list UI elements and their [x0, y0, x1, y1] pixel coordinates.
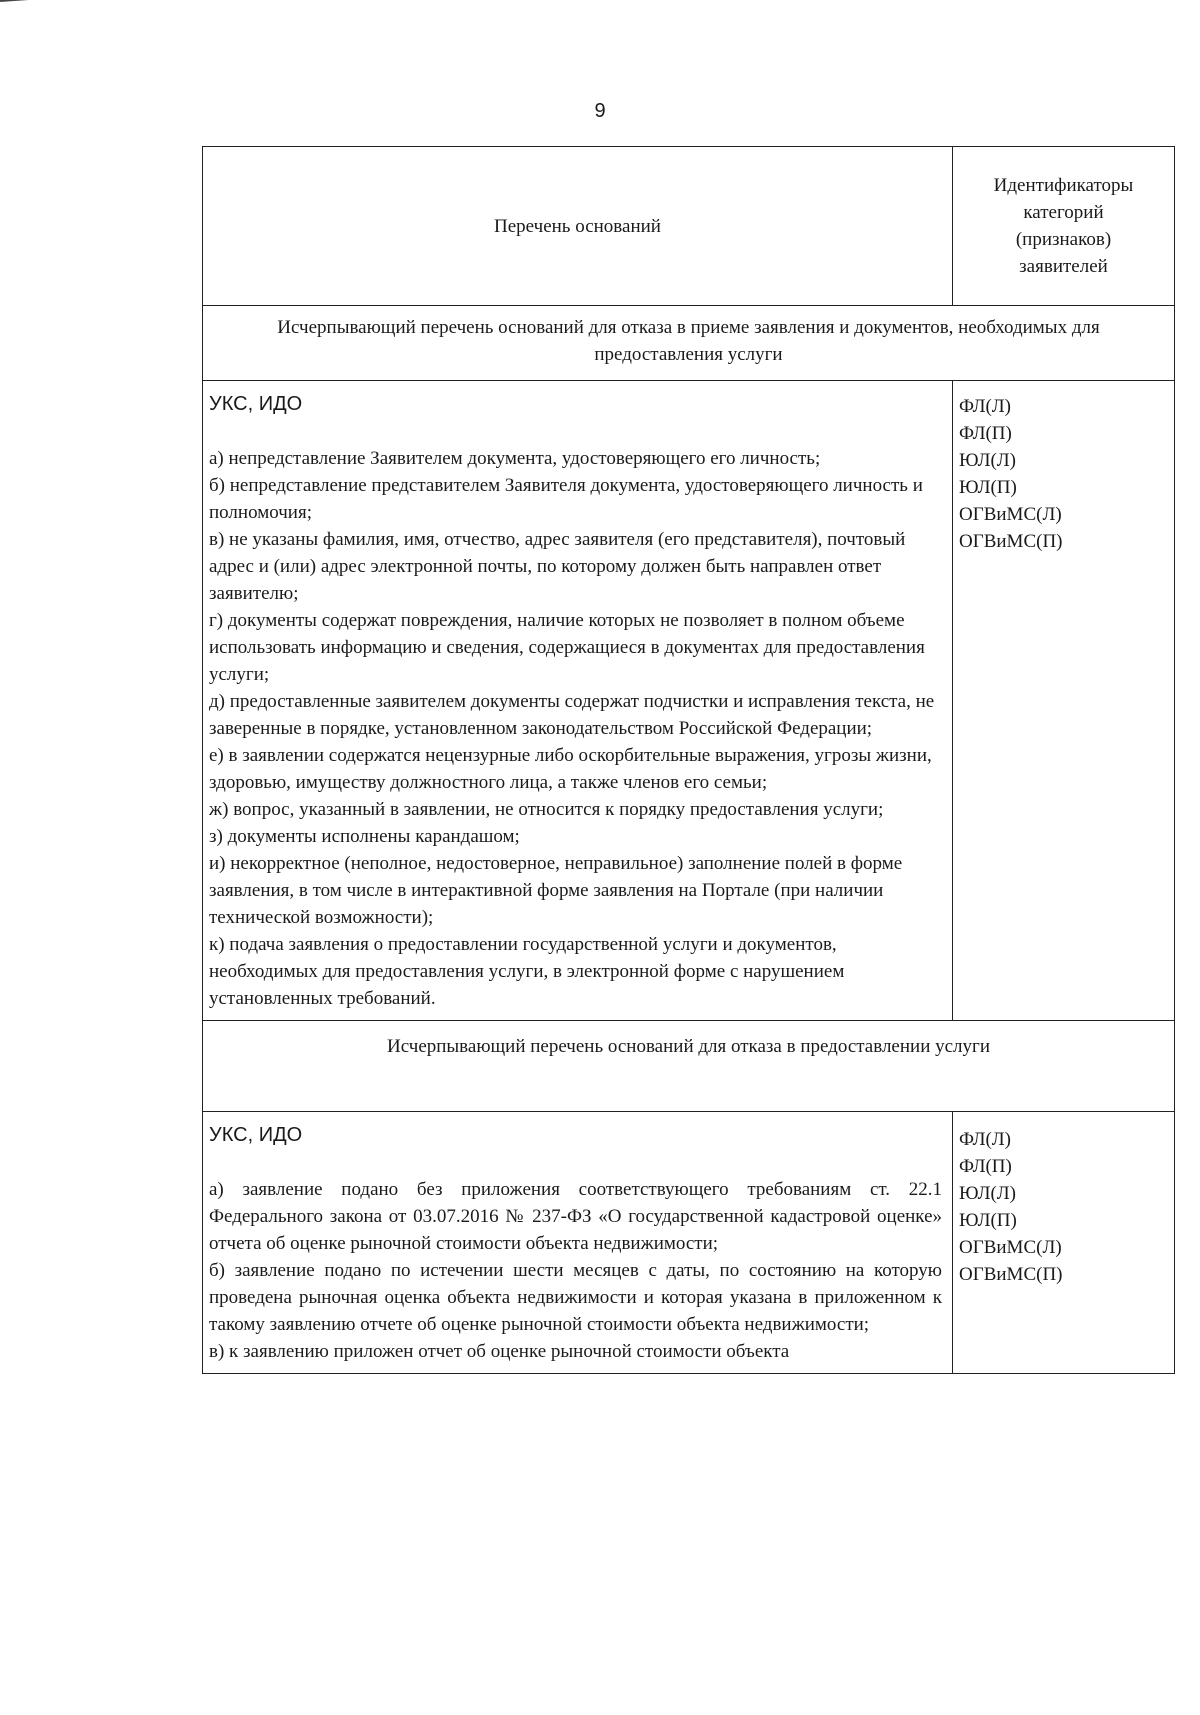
section-content-row — [203, 1112, 1175, 1374]
reasons-cell — [203, 1112, 953, 1374]
identifier-code: ОГВиМС(П) — [959, 531, 1063, 552]
header-identifiers-line: Идентификаторы — [993, 175, 1134, 196]
section-title: Исчерпывающий перечень оснований для отказа в предоставлении услуги — [203, 1021, 1175, 1112]
reason-item: в) не указаны фамилия, имя, отчество, адрес заявителя (его представителя), почтовый адрес и (или) адрес электронной почты, по которому должен быть направлен ответ заявителю; — [209, 529, 906, 604]
reason-item: и) некорректное (неполное, недостоверное, неправильное) заполнение полей в форме заявления, в том числе в интерактивной форме заявления на Портале (при наличии технической возможности); — [209, 853, 903, 928]
header-identifiers — [953, 147, 1175, 306]
reason-item: в) к заявлению приложен отчет об оценке рыночной стоимости объекта — [209, 1341, 790, 1362]
identifier-code: ЮЛ(Л) — [959, 450, 1017, 471]
reason-item: г) документы содержат повреждения, наличие которых не позволяет в полном объеме использовать информацию и сведения, содержащиеся в документах для предоставления услуги; — [209, 610, 925, 685]
block-head: УКС, ИДО — [209, 1124, 303, 1146]
reason-item: к) подача заявления о предоставлении государственной услуги и документов, необходимых для предоставления услуги, в электронной форме с нарушением установленных требований. — [209, 934, 845, 1009]
identifier-code: ОГВиМС(Л) — [959, 504, 1062, 525]
section-title-row — [203, 1021, 1175, 1112]
reason-item: д) предоставленные заявителем документы содержат подчистки и исправления текста, не заверенные в порядке, установленном законодательством Российской Федерации; — [209, 691, 935, 739]
reason-item: а) заявление подано без приложения соответствующего требованиям ст. 22.1 Федерального закона от 03.07.2016 № 237-ФЗ «О государственной кадастровой оценке» отчета об оценке рыночной стоимости объекта недвижимости; — [209, 1179, 942, 1254]
identifier-code: ФЛ(П) — [959, 1156, 1012, 1177]
identifier-code: ФЛ(Л) — [959, 1129, 1012, 1150]
section-title: Исчерпывающий перечень оснований для отказа в приеме заявления и документов, необходимых для предоставления услуги — [203, 306, 1175, 381]
identifier-code: ФЛ(П) — [959, 423, 1012, 444]
identifiers-cell — [953, 381, 1175, 1021]
header-identifiers-line: заявителей — [1019, 256, 1108, 277]
reasons-cell — [203, 381, 953, 1021]
identifier-code: ФЛ(Л) — [959, 396, 1012, 417]
header-identifiers-line: (признаков) — [1015, 229, 1112, 250]
identifier-code: ЮЛ(П) — [959, 477, 1017, 498]
reason-item: б) непредставление представителем Заявителя документа, удостоверяющего личность и полномочия; — [209, 475, 923, 523]
reason-item: е) в заявлении содержатся нецензурные либо оскорбительные выражения, угрозы жизни, здоровью, имуществу должностного лица, а также членов его семьи; — [209, 745, 932, 793]
table-header-row — [203, 147, 1175, 306]
page-number: 9 — [594, 100, 606, 122]
reason-item: а) непредставление Заявителем документа, удостоверяющего его личность; — [209, 448, 821, 469]
identifier-code: ОГВиМС(Л) — [959, 1237, 1062, 1258]
block-head: УКС, ИДО — [209, 393, 303, 415]
scan-edge-mark — [0, 0, 69, 10]
identifier-code: ОГВиМС(П) — [959, 1264, 1063, 1285]
reason-item: ж) вопрос, указанный в заявлении, не относится к порядку предоставления услуги; — [209, 799, 884, 820]
header-reasons: Перечень оснований — [203, 147, 953, 306]
reason-item: з) документы исполнены карандашом; — [209, 826, 520, 847]
section-content-row — [203, 381, 1175, 1021]
section-title-row — [203, 306, 1175, 381]
identifier-code: ЮЛ(Л) — [959, 1183, 1017, 1204]
reason-item: б) заявление подано по истечении шести месяцев с даты, по состоянию на которую проведена рыночная оценка объекта недвижимости и которая указана в приложенном к такому заявлению отчете об оценке рыночной стоимости объекта недвижимости; — [209, 1260, 942, 1335]
header-identifiers-line: категорий — [1023, 202, 1104, 223]
identifier-code: ЮЛ(П) — [959, 1210, 1017, 1231]
reasons-table — [202, 146, 1175, 1374]
identifiers-cell — [953, 1112, 1175, 1374]
